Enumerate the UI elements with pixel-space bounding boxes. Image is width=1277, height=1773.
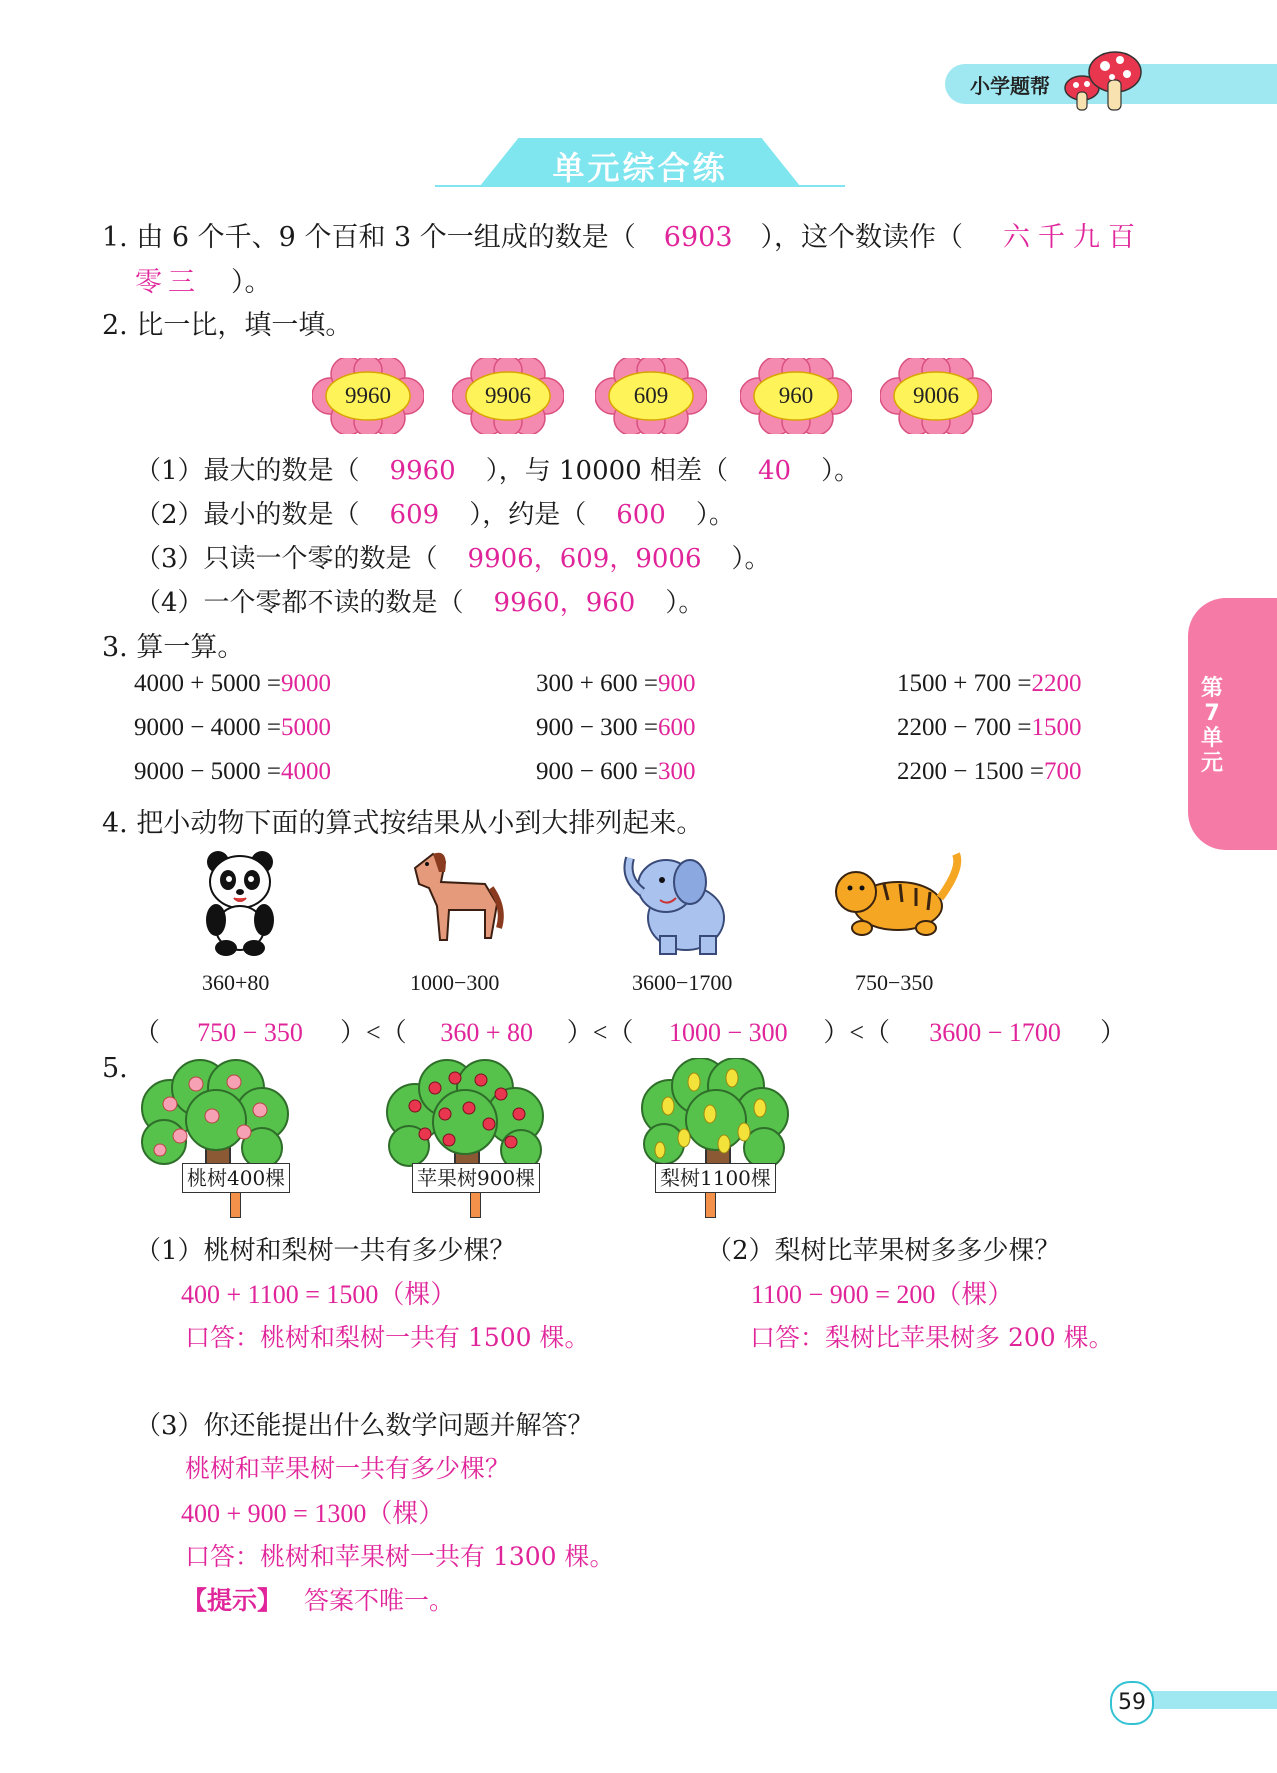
calc-answer: 1500 [1031, 714, 1082, 741]
calc-answer: 900 [657, 670, 696, 697]
calc-expr: 2200 − 1500 = [897, 758, 1044, 785]
sign-post [470, 1192, 481, 1218]
flower-card [740, 358, 852, 434]
q2-sub3-text: （3）只读一个零的数是（ [135, 544, 438, 574]
q2-sub1-text: ），与 10000 相差（ [485, 456, 728, 486]
q1-line2 [135, 260, 272, 299]
flower-card [880, 358, 992, 434]
page-number-bar [1150, 1691, 1277, 1709]
flower-number: 960 [778, 383, 814, 408]
q2-sub2-text: ），约是（ [469, 500, 587, 530]
page-title: 单元综合练 [552, 149, 728, 187]
pear-tree-icon [640, 1058, 790, 1178]
q5-sub1-question: （1）桃树和梨树一共有多少棵？ [135, 1236, 516, 1266]
q4-paren: （ [134, 1018, 161, 1047]
q2-sub4-answer: 9960，960 [493, 588, 636, 618]
mushroom-icon [1060, 44, 1146, 114]
q2-sub1-answer: 40 [757, 456, 792, 486]
q5-sub1-answer: 口答：桃树和梨树一共有 1500 棵。 [185, 1323, 590, 1352]
flower-number: 609 [633, 383, 669, 408]
q2-sub3 [135, 538, 771, 575]
q2-sub4 [135, 582, 704, 619]
animal-expr: 750−350 [855, 970, 934, 995]
q2-sub2-answer: 609 [389, 500, 440, 530]
q5-sub3-question: （3）你还能提出什么数学问题并解答？ [135, 1411, 594, 1441]
q2-prompt: 2. 比一比，填一填。 [102, 310, 353, 341]
q2-sub2 [135, 494, 735, 531]
calc-expr: 2200 − 700 = [897, 714, 1032, 741]
q5-sub3-calc: 400 + 900 = 1300（棵） [181, 1499, 445, 1528]
animal-expr: 1000−300 [410, 970, 500, 995]
q3-prompt: 3. 算一算。 [102, 632, 245, 663]
q5-sub3-proposed-question: 桃树和苹果树一共有多少棵？ [185, 1454, 511, 1483]
q2-sub1-text: （1）最大的数是（ [135, 456, 360, 486]
tiger-icon [828, 848, 968, 948]
calc-answer: 600 [657, 714, 696, 741]
apple-tree-sign: 苹果树900棵 [412, 1163, 540, 1193]
flower-number: 9006 [913, 383, 959, 408]
unit-side-label: 第7单元 [1200, 676, 1223, 776]
horse-icon [405, 848, 505, 948]
q1-line1 [102, 215, 1143, 254]
q4-less-than: ）<（ [566, 1018, 634, 1047]
calc-item [897, 758, 1081, 786]
q1-text: 1. 由 6 个千、9 个百和 3 个一组成的数是（ [102, 222, 636, 253]
hint-text: 答案不唯一。 [304, 1586, 455, 1615]
calc-expr: 4000 + 5000 = [134, 670, 281, 697]
calc-item [536, 714, 695, 742]
q1-text: ），这个数读作（ [760, 222, 964, 253]
q2-sub1-text: ）。 [821, 456, 861, 486]
calc-answer: 9000 [280, 670, 331, 697]
apple-tree-icon [385, 1058, 545, 1178]
q1-answer-reading: 六千九百 [1003, 222, 1144, 253]
calc-answer: 4000 [280, 758, 331, 785]
calc-expr: 9000 − 4000 = [134, 714, 281, 741]
q5-sub2-question: （2）梨树比苹果树多多少棵？ [706, 1236, 1061, 1266]
animal-expr: 360+80 [202, 970, 270, 995]
q2-sub1 [135, 450, 860, 487]
calc-item [536, 758, 695, 786]
hint-label: 【提示】 [182, 1586, 283, 1615]
q5-sub2-answer: 口答：梨树比苹果树多 200 棵。 [750, 1323, 1114, 1352]
q4-less-than: ）<（ [340, 1018, 407, 1047]
q4-paren: ） [1100, 1018, 1127, 1047]
q2-sub4-text: （4）一个零都不读的数是（ [135, 588, 464, 618]
calc-expr: 9000 − 5000 = [134, 758, 281, 785]
peach-tree-icon [140, 1058, 290, 1178]
q2-sub2-text: ）。 [695, 500, 735, 530]
q4-order-answer: 1000 − 300 [669, 1018, 788, 1047]
flower-number: 9960 [345, 383, 391, 408]
calc-item [897, 714, 1081, 742]
peach-tree-sign: 桃树400棵 [182, 1163, 290, 1193]
q4-less-than: ）<（ [823, 1018, 891, 1047]
calc-item [134, 758, 331, 786]
q4-prompt: 4. 把小动物下面的算式按结果从小到大排列起来。 [102, 808, 704, 839]
sign-post [230, 1192, 241, 1218]
q4-order-line [134, 1012, 1126, 1049]
calc-answer: 700 [1043, 758, 1082, 785]
q1-answer-reading: 零三 [135, 267, 201, 298]
q1-text: ）。 [231, 267, 272, 298]
calc-answer: 5000 [280, 714, 331, 741]
elephant-icon [620, 848, 730, 958]
q5-sub1-calc: 400 + 1100 = 1500（棵） [181, 1280, 457, 1309]
calc-item [134, 670, 331, 698]
flower-card [452, 358, 564, 434]
q5-sub2-calc: 1100 − 900 = 200（棵） [751, 1280, 1014, 1309]
brand-label: 小学题帮 [970, 74, 1050, 98]
calc-answer: 300 [657, 758, 696, 785]
hint-line [182, 1581, 454, 1617]
flower-card [595, 358, 707, 434]
q2-sub1-answer: 9960 [389, 456, 456, 486]
calc-item [536, 670, 695, 698]
q5-sub3-answer: 口答：桃树和苹果树一共有 1300 棵。 [185, 1542, 615, 1571]
animal-expr: 3600−1700 [632, 970, 733, 995]
calc-expr: 1500 + 700 = [897, 670, 1032, 697]
q2-sub4-text: ）。 [665, 588, 705, 618]
pear-tree-sign: 梨树1100棵 [655, 1163, 776, 1193]
calc-item [897, 670, 1081, 698]
calc-answer: 2200 [1031, 670, 1082, 697]
panda-icon [200, 848, 280, 958]
calc-expr: 300 + 600 = [536, 670, 658, 697]
q4-order-answer: 750 − 350 [197, 1018, 303, 1047]
flower-number: 9906 [485, 383, 531, 408]
q2-sub3-answer: 9906，609，9006 [467, 544, 702, 574]
calc-expr: 900 − 300 = [536, 714, 658, 741]
q2-sub2-answer: 600 [616, 500, 666, 530]
q5-label: 5. [102, 1053, 128, 1084]
page-number: 59 [1110, 1681, 1154, 1725]
q2-sub2-text: （2）最小的数是（ [135, 500, 360, 530]
calc-item [134, 714, 331, 742]
calc-expr: 900 − 600 = [536, 758, 658, 785]
q4-order-answer: 360 + 80 [440, 1018, 534, 1047]
q4-order-answer: 3600 − 1700 [929, 1018, 1061, 1047]
q2-sub3-text: ）。 [731, 544, 771, 574]
sign-post [705, 1192, 716, 1218]
flower-card [312, 358, 424, 434]
q1-answer-number: 6903 [663, 222, 733, 253]
